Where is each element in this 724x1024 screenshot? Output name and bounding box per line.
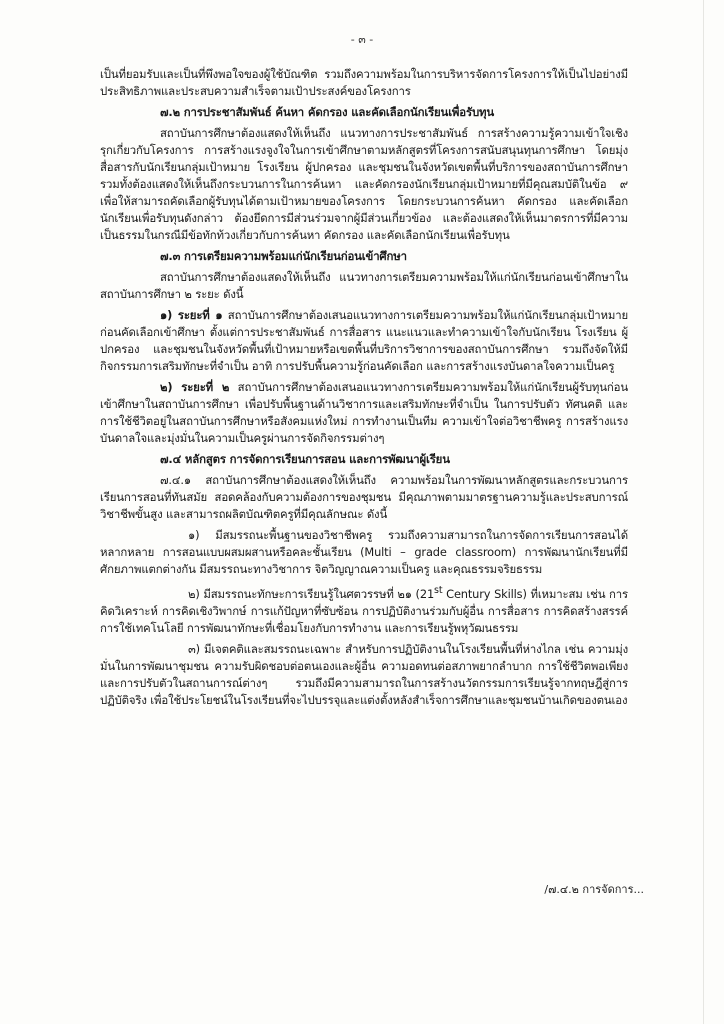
phase-1-text: สถาบันการศึกษาต้องเสนอแนวทางการเตรียมความพร้อมให้แก่นักเรียนกลุ่มเป้าหมายก่อนคัดเลือกเข้าศึกษา ตั้งแต่การประชาสัมพันธ์ การสื่อสาร แนะแนวและทำความเข้าใจกับนักเรียน โรงเรียน ผู้ปกครอง และชุมชนในจังหวัดพื้นที่เป้าหมายหรือเขตพื้นที่บริการวิชาการของสถาบันการศึกษา รวมถึงจัดให้มีกิจกรรมการเสริมทักษะที่จำเป็น อาทิ การปรับพื้นความรู้ก่อนคัดเลือก และการสร้างแรงบันดาลใจความเป็นครู	[100, 308, 628, 373]
section-7-2-paragraph: สถาบันการศึกษาต้องแสดงให้เห็นถึง แนวทางการประชาสัมพันธ์ การสร้างความรู้ความเข้าใจเชิงรุกเกี่ยวกับโครงการ การสร้างแรงจูงใจในการเข้าศึกษาตามหลักสูตรที่โครงการสนับสนุนทุนการศึกษา โดยมุ่งสื่อสารกับนักเรียนกลุ่มเป้าหมาย โรงเรียน ผู้ปกครอง และชุมชนในจังหวัดเขตพื้นที่บริการของสถาบันการศึกษา รวมทั้งต้องแสดงให้เห็นถึงกระบวนการในการค้นหา และคัดกรองนักเรียนกลุ่มเป้าหมายที่มีคุณสมบัติในข้อ ๙ เพื่อให้สามารถคัดเลือกผู้รับทุนได้ตามเป้าหมายของโครงการ โดยกระบวนการค้นหา คัดกรอง และคัดเลือกนักเรียนเพื่อรับทุนดังกล่าว ต้องยึดการมีส่วนร่วมจากผู้มีส่วนเกี่ยวข้อง และต้องแสดงให้เห็นมาตรการที่มีความเป็นธรรมในกรณีมีข้อทักท้วงเกี่ยวกับการค้นหา คัดกรอง และคัดเลือกนักเรียนเพื่อรับทุน	[100, 126, 628, 242]
document-body	[100, 66, 628, 713]
list-item-2	[100, 582, 628, 637]
page-number: - ๓ -	[350, 33, 374, 46]
list-item-2-superscript: st	[434, 585, 443, 596]
phase-2-label: ๒) ระยะที่ ๒	[160, 380, 230, 394]
phase-1-label: ๑) ระยะที่ ๑	[160, 308, 223, 322]
section-7-4-1-paragraph: ๗.๔.๑ สถาบันการศึกษาต้องแสดงให้เห็นถึง ความพร้อมในการพัฒนาหลักสูตรและกระบวนการเรียนการสอนที่ทันสมัย สอดคล้องกับความต้องการของชุมชน มีคุณภาพตามมาตรฐานความรู้และประสบการณ์วิชาชีพขั้นสูง และสามารถผลิตบัณฑิตครูที่มีคุณลักษณะ ดังนี้	[100, 473, 628, 521]
continuation-marker: /๗.๔.๒ การจัดการ...	[544, 883, 644, 896]
phase-2-text: สถาบันการศึกษาต้องเสนอแนวทางการเตรียมความพร้อมให้แก่นักเรียนผู้รับทุนก่อนเข้าศึกษาในสถาบันการศึกษา เพื่อปรับพื้นฐานด้านวิชาการและเสริมทักษะที่จำเป็น ในการปรับตัว ทัศนคติ และการใช้ชีวิตอยู่ในสถาบันการศึกษาหรือสังคมแห่งใหม่ การทำงานเป็นทีม ความเข้าใจต่อวิชาชีพครู การสร้างแรงบันดาลใจและมุ่งมั่นในความเป็นครูผ่านการจัดกิจกรรมต่างๆ	[100, 380, 628, 445]
phase-2-paragraph	[100, 379, 628, 447]
section-heading-7-3: ๗.๓ การเตรียมความพร้อมแก่นักเรียนก่อนเข้าศึกษา	[160, 249, 407, 263]
section-heading-7-4: ๗.๔ หลักสูตร การจัดการเรียนการสอน และการพัฒนาผู้เรียน	[160, 452, 450, 466]
page-edge	[703, 0, 704, 1024]
list-item-3: ๓) มีเจตคติและสมรรถนะเฉพาะ สำหรับการปฏิบัติงานในโรงเรียนพื้นที่ห่างไกล เช่น ความมุ่งมั่นในการพัฒนาชุมชน ความรับผิดชอบต่อตนเองและผู้อื่น ความอดทนต่อสภาพยากลำบาก การใช้ชีวิตพอเพียง และการปรับตัวในสถานการณ์ต่างๆ รวมถึงมีความสามารถในการสร้างนวัตกรรมการเรียนรู้จากทฤษฎีสู่การปฏิบัติจริง เพื่อใช้ประโยชน์ในโรงเรียนที่จะไปบรรจุและแต่งตั้งหลังสำเร็จการศึกษาและชุมชนบ้านเกิดของตนเอง	[100, 641, 628, 707]
section-7-3-paragraph: สถาบันการศึกษาต้องแสดงให้เห็นถึง แนวทางการเตรียมความพร้อมให้แก่นักเรียนก่อนเข้าศึกษาในสถาบันการศึกษา ๒ ระยะ ดังนี้	[100, 270, 628, 301]
intro-paragraph: เป็นที่ยอมรับและเป็นที่พึงพอใจของผู้ใช้บัณฑิต รวมถึงความพร้อมในการบริหารจัดการโครงการให้เป็นไปอย่างมีประสิทธิภาพและประสบความสำเร็จตามเป้าประสงค์ของโครงการ	[100, 67, 628, 98]
list-item-2-text-b: Century Skills) ที่เหมาะสม เช่น การคิดวิเคราะห์ การคิดเชิงวิพากษ์ การแก้ปัญหาที่ซับซ้อน การปฏิบัติงานร่วมกับผู้อื่น การสื่อสาร การคิดสร้างสรรค์ การใช้เทคโนโลยี การพัฒนาทักษะที่เชื่อมโยงกับการทำงาน และการเรียนรู้พหุวัฒนธรรม	[100, 586, 629, 635]
section-heading-7-2: ๗.๒ การประชาสัมพันธ์ ค้นหา คัดกรอง และคัดเลือกนักเรียนเพื่อรับทุน	[160, 105, 495, 119]
phase-1-paragraph	[100, 307, 628, 375]
list-item-2-text-a: ๒) มีสมรรถนะทักษะการเรียนรู้ในศตวรรษที่ ๒๑ (21	[188, 586, 435, 601]
list-item-1: ๑) มีสมรรถนะพื้นฐานของวิชาชีพครู รวมถึงความสามารถในการจัดการเรียนการสอนได้หลากหลาย การสอนแบบผสมผสานหรือคละชั้นเรียน (Multi – grade classroom) การพัฒนานักเรียนที่มีศักยภาพแตกต่างกัน มีสมรรถนะทางวิชาการ จิตวิญญาณความเป็นครู และคุณธรรมจริยธรรม	[100, 528, 628, 576]
